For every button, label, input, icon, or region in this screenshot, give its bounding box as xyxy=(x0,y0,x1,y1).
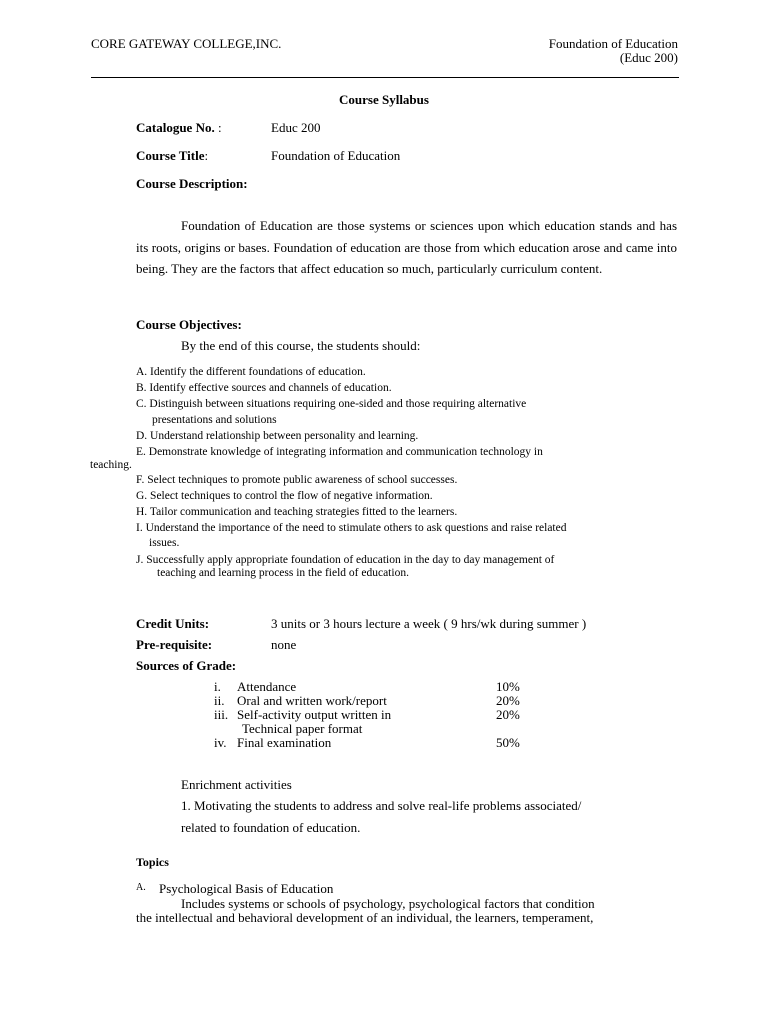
description-label: Course Description: xyxy=(136,176,248,191)
catalogue-label-row xyxy=(136,120,222,136)
objective-i: I. Understand the importance of the need to stimulate others to ask questions and raise related xyxy=(136,522,567,534)
enrichment-label: Enrichment activities xyxy=(181,777,292,792)
topic-a-line-2: the intellectual and behavioral development of an individual, the learners, temperament, xyxy=(136,910,594,925)
course-title-sep: : xyxy=(204,148,209,163)
catalogue-label: Catalogue No. xyxy=(136,120,215,135)
grade-row-percent: 10% xyxy=(496,679,520,694)
grade-row-num: iv. xyxy=(214,735,227,750)
document-title: Course Syllabus xyxy=(339,92,429,107)
grade-row-item-continued: Technical paper format xyxy=(242,721,363,736)
objectives-label: Course Objectives: xyxy=(136,317,242,332)
topic-a-line-1: Includes systems or schools of psychology, psychological factors that condition xyxy=(181,896,595,911)
grade-row-percent: 50% xyxy=(496,735,520,750)
objective-g: G. Select techniques to control the flow of negative information. xyxy=(136,490,433,502)
objective-i-continued: issues. xyxy=(149,537,180,549)
sources-of-grade-label: Sources of Grade: xyxy=(136,658,237,673)
grade-row-num: iii. xyxy=(214,707,229,722)
course-header-title: Foundation of Education xyxy=(548,36,678,51)
header-divider xyxy=(91,77,679,78)
objective-a: A. Identify the different foundations of education. xyxy=(136,366,366,378)
grade-row-percent: 20% xyxy=(496,693,520,708)
grade-row-item: Oral and written work/report xyxy=(237,693,387,708)
catalogue-value: Educ 200 xyxy=(271,120,321,135)
enrichment-item-1: 1. Motivating the students to address and solve real-life problems associated/ xyxy=(181,798,582,813)
grade-row-item: Self-activity output written in xyxy=(237,707,392,722)
course-description-text: Foundation of Education are those systems or sciences upon which education stands and has its roots, origins or bases. Foundation of education are those from which education arose and came into being. They are the factors that affect education so much, particularly curriculum content. xyxy=(136,218,677,276)
course-title-value: Foundation of Education xyxy=(271,148,401,163)
objective-j-continued: teaching and learning process in the field of education. xyxy=(157,567,409,579)
credit-units-label: Credit Units: xyxy=(136,616,210,631)
topics-label: Topics xyxy=(136,855,169,869)
enrichment-item-1-continued: related to foundation of education. xyxy=(181,820,361,835)
prerequisite-label: Pre-requisite: xyxy=(136,637,213,652)
prerequisite-value: none xyxy=(271,637,297,652)
course-title-label-row xyxy=(136,148,208,164)
topic-a-letter: A. xyxy=(136,882,146,893)
grade-row-num: ii. xyxy=(214,693,225,708)
institution-name: CORE GATEWAY COLLEGE,INC. xyxy=(91,36,282,51)
grade-row-item: Attendance xyxy=(237,679,297,694)
course-description xyxy=(136,215,677,280)
grade-row-percent: 20% xyxy=(496,707,520,722)
objective-e-continued: teaching. xyxy=(90,459,132,471)
objective-c: C. Distinguish between situations requiring one-sided and those requiring alternative xyxy=(136,398,527,410)
objectives-intro: By the end of this course, the students should: xyxy=(181,338,421,353)
course-title-label: Course Title xyxy=(136,148,205,163)
credit-units-value: 3 units or 3 hours lecture a week ( 9 hrs/wk during summer ) xyxy=(271,616,587,631)
objective-j: J. Successfully apply appropriate foundation of education in the day to day management of xyxy=(136,554,555,566)
objective-b: B. Identify effective sources and channels of education. xyxy=(136,382,392,394)
objective-e: E. Demonstrate knowledge of integrating information and communication technology in xyxy=(136,446,543,458)
objective-f: F. Select techniques to promote public awareness of school successes. xyxy=(136,474,458,486)
objective-h: H. Tailor communication and teaching strategies fitted to the learners. xyxy=(136,506,458,518)
objective-c-continued: presentations and solutions xyxy=(152,414,277,426)
objective-d: D. Understand relationship between personality and learning. xyxy=(136,430,419,442)
catalogue-sep: : xyxy=(214,120,222,135)
course-header-code: (Educ 200) xyxy=(619,50,678,65)
grade-row-num: i. xyxy=(214,679,221,694)
topic-a-title: Psychological Basis of Education xyxy=(159,881,334,896)
grade-row-item: Final examination xyxy=(237,735,332,750)
